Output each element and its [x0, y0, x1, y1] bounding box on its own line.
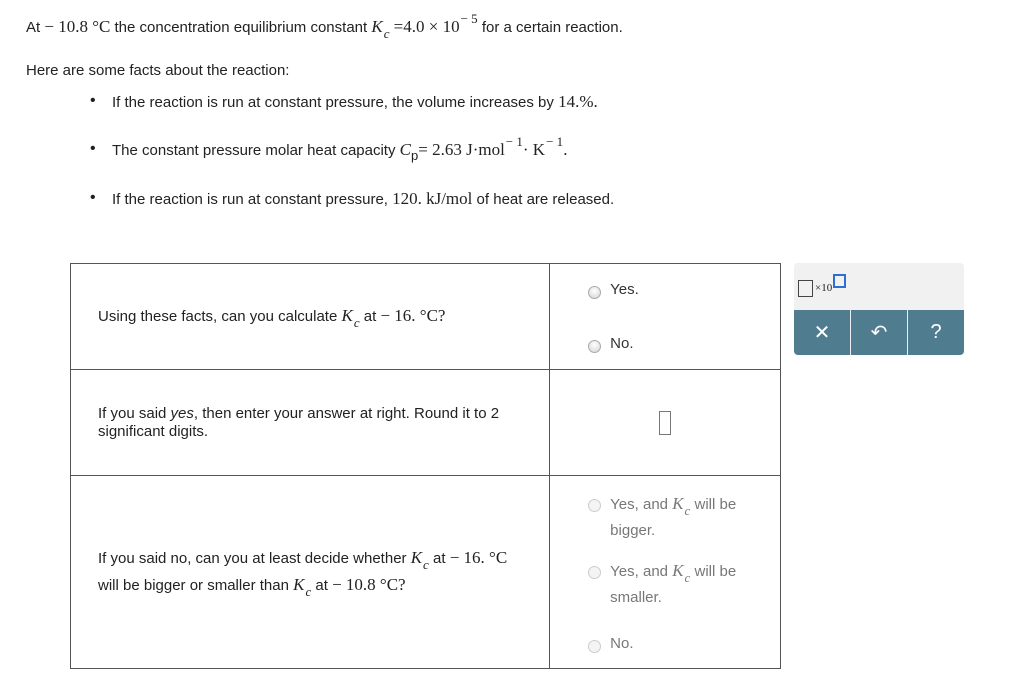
option-yes[interactable]: Yes.	[588, 281, 780, 299]
question-1-answers	[550, 264, 781, 370]
option-smaller[interactable]: Yes, and Kc will be smaller.	[588, 558, 780, 611]
radio-bigger[interactable]	[588, 499, 601, 512]
radio-no[interactable]	[588, 340, 601, 353]
radio-smaller[interactable]	[588, 566, 601, 579]
kc-value: =4.0 × 10	[393, 17, 460, 36]
question-row-3	[71, 476, 781, 669]
question-3-text: If you said no, can you at least decide whether Kc at − 16. °C will be bigger or smaller than Kc at − 10.8 °C?	[71, 476, 550, 669]
question-2-answer	[550, 370, 781, 476]
exponent-box-icon	[833, 274, 846, 288]
help-button[interactable]	[907, 310, 964, 355]
mantissa-box-icon	[798, 280, 813, 297]
option-bigger[interactable]: Yes, and Kc will be bigger.	[588, 491, 780, 544]
fact-heat-released: • If the reaction is run at constant pressure, 120. kJ/mol of heat are released.	[90, 189, 614, 209]
fact-heat-capacity: • The constant pressure molar heat capacity Cp= 2.63 J·mol− 1· K− 1.	[90, 140, 567, 160]
scientific-notation-button[interactable]: ×10	[798, 274, 846, 297]
help-icon: ?	[930, 321, 942, 343]
clear-button[interactable]	[794, 310, 850, 355]
fact-volume: • If the reaction is run at constant pressure, the volume increases by 14.%.	[90, 92, 598, 112]
undo-button[interactable]	[850, 310, 907, 355]
problem-statement: At − 10.8 °C the concentration equilibrium constant Kc =4.0 × 10− 5 for a certain reaction.	[26, 11, 623, 41]
question-row-1	[71, 264, 781, 370]
question-3-answers	[550, 476, 781, 669]
question-1-text: Using these facts, can you calculate Kc at − 16. °C?	[71, 264, 550, 370]
radio-yes[interactable]	[588, 286, 601, 299]
option-no-decide[interactable]: No.	[588, 635, 780, 653]
facts-intro: Here are some facts about the reaction:	[26, 62, 290, 79]
question-2-text: If you said yes, then enter your answer at right. Round it to 2 significant digits.	[71, 370, 550, 476]
close-icon: ✕	[813, 322, 831, 344]
option-no[interactable]: No.	[588, 335, 780, 353]
temperature-value: − 10.8 °C	[44, 17, 111, 36]
undo-icon: ↶	[870, 322, 888, 344]
question-row-2	[71, 370, 781, 476]
questions-table	[70, 263, 781, 669]
radio-no-decide[interactable]	[588, 640, 601, 653]
tools-palette	[794, 263, 964, 310]
answer-tools	[794, 263, 964, 356]
answer-input[interactable]	[659, 411, 671, 435]
tools-bar	[794, 310, 964, 355]
